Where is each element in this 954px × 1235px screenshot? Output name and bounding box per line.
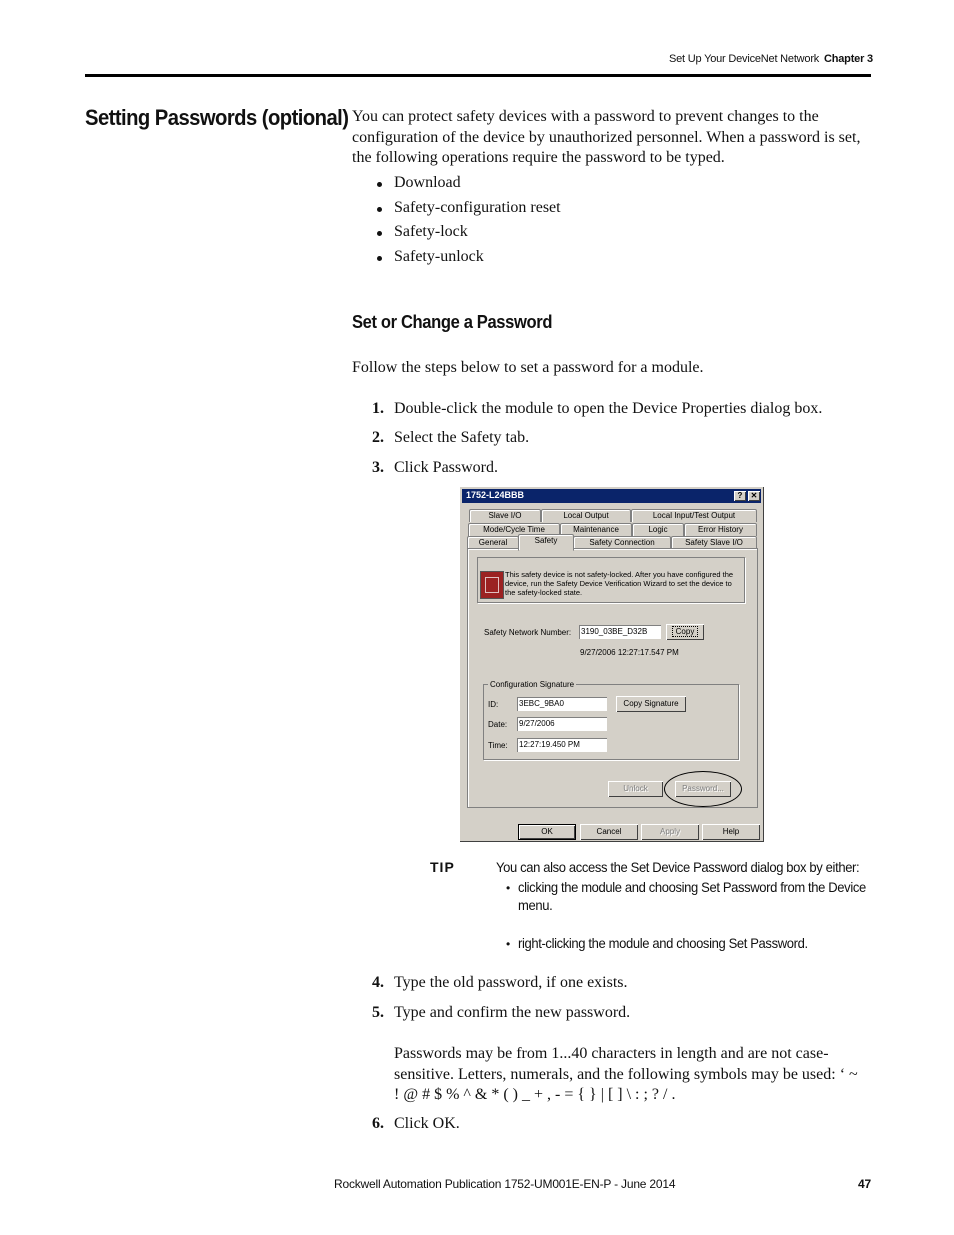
tip-bullet-1-line-1: clicking the module and choosing Set Password from the Device <box>518 879 866 895</box>
password-highlight-ellipse <box>664 771 742 807</box>
help-button[interactable]: Help <box>702 824 760 840</box>
tab-safety[interactable]: Safety <box>518 534 574 551</box>
footer-publication: Rockwell Automation Publication 1752-UM001E-EN-P - June 2014 <box>334 1177 676 1191</box>
apply-button[interactable]: Apply <box>641 824 699 840</box>
snn-timestamp: 9/27/2006 12:27:17.547 PM <box>580 648 679 657</box>
password-rules-note: Passwords may be from 1...40 characters in length and are not case-sensitive. Letters, numerals, and the following symbols may be used: ‘ ~ ! @ # $ % ^ & * ( ) _ + , - = { } | [ ] \ : ; ? / . <box>394 1045 858 1103</box>
signature-id-label: ID: <box>488 700 499 709</box>
tab-safety-connection[interactable]: Safety Connection <box>573 536 671 549</box>
device-properties-dialog <box>459 486 764 842</box>
section-title: Setting Passwords (optional) <box>85 105 349 130</box>
safety-network-number-label: Safety Network Number: <box>484 628 572 637</box>
signature-time-field[interactable]: 12:27:19.450 PM <box>517 738 607 752</box>
ok-button[interactable]: OK <box>518 824 576 840</box>
tip-text: You can also access the Set Device Password dialog box by either: <box>496 859 860 875</box>
tab-error-history[interactable]: Error History <box>684 523 757 536</box>
unlock-button[interactable]: Unlock <box>608 781 663 797</box>
page-number: 47 <box>858 1177 871 1191</box>
safety-lock-icon <box>480 571 504 599</box>
bullet-icon <box>377 231 382 236</box>
tip-label: TIP <box>430 859 455 875</box>
cancel-button[interactable]: Cancel <box>580 824 638 840</box>
tab-logic[interactable]: Logic <box>632 523 684 536</box>
dialog-titlebar <box>462 489 761 503</box>
bullet-icon <box>377 207 382 212</box>
tab-general[interactable]: General <box>467 536 519 549</box>
signature-date-label: Date: <box>488 720 508 729</box>
dialog-title: 1752-L24BBB <box>466 490 525 500</box>
safety-network-number-field[interactable]: 3190_03BE_D32B <box>579 625 661 639</box>
subsection-title: Set or Change a Password <box>352 312 553 332</box>
bullet-icon <box>377 182 382 187</box>
running-header: Set Up Your DeviceNet Network <box>669 53 820 65</box>
header-rule <box>85 74 871 77</box>
bullet-icon <box>377 256 382 261</box>
tip-bullet-icon: • <box>506 881 511 895</box>
intro-paragraph: You can protect safety devices with a password to prevent changes to the configuration of the device by unauthorized personnel. When a password is set, the following operations require the password to be typed. <box>352 108 861 166</box>
signature-date-field[interactable]: 9/27/2006 <box>517 717 607 731</box>
tab-slave-io[interactable]: Slave I/O <box>469 509 541 522</box>
tab-local-input-test-output[interactable]: Local Input/Test Output <box>631 509 757 522</box>
tab-local-output[interactable]: Local Output <box>541 509 631 522</box>
chapter-label: Chapter 3 <box>824 53 873 65</box>
signature-time-label: Time: <box>488 741 508 750</box>
copy-signature-button[interactable]: Copy Signature <box>616 696 686 712</box>
lead-paragraph: Follow the steps below to set a password for a module. <box>352 359 704 376</box>
tab-mode-cycle-time[interactable]: Mode/Cycle Time <box>468 523 560 536</box>
safety-warning-text: This safety device is not safety-locked. After you have configured the device, run the Safety Device Verification Wizard to set the device to the safety-locked state. <box>505 570 734 597</box>
tab-maintenance[interactable]: Maintenance <box>560 523 632 536</box>
tip-bullet-icon: • <box>506 937 511 951</box>
help-icon[interactable]: ? <box>734 491 746 501</box>
tip-bullet-2: right-clicking the module and choosing Set Password. <box>518 935 808 951</box>
signature-id-field[interactable]: 3EBC_9BA0 <box>517 697 607 711</box>
tip-bullet-1-line-2: menu. <box>518 897 553 913</box>
tab-safety-slave-io[interactable]: Safety Slave I/O <box>671 536 757 549</box>
copy-button[interactable]: Copy <box>666 624 704 640</box>
password-button[interactable]: Password... <box>675 781 731 797</box>
close-icon[interactable]: ✕ <box>748 491 760 501</box>
configuration-signature-label: Configuration Signature <box>490 680 575 689</box>
